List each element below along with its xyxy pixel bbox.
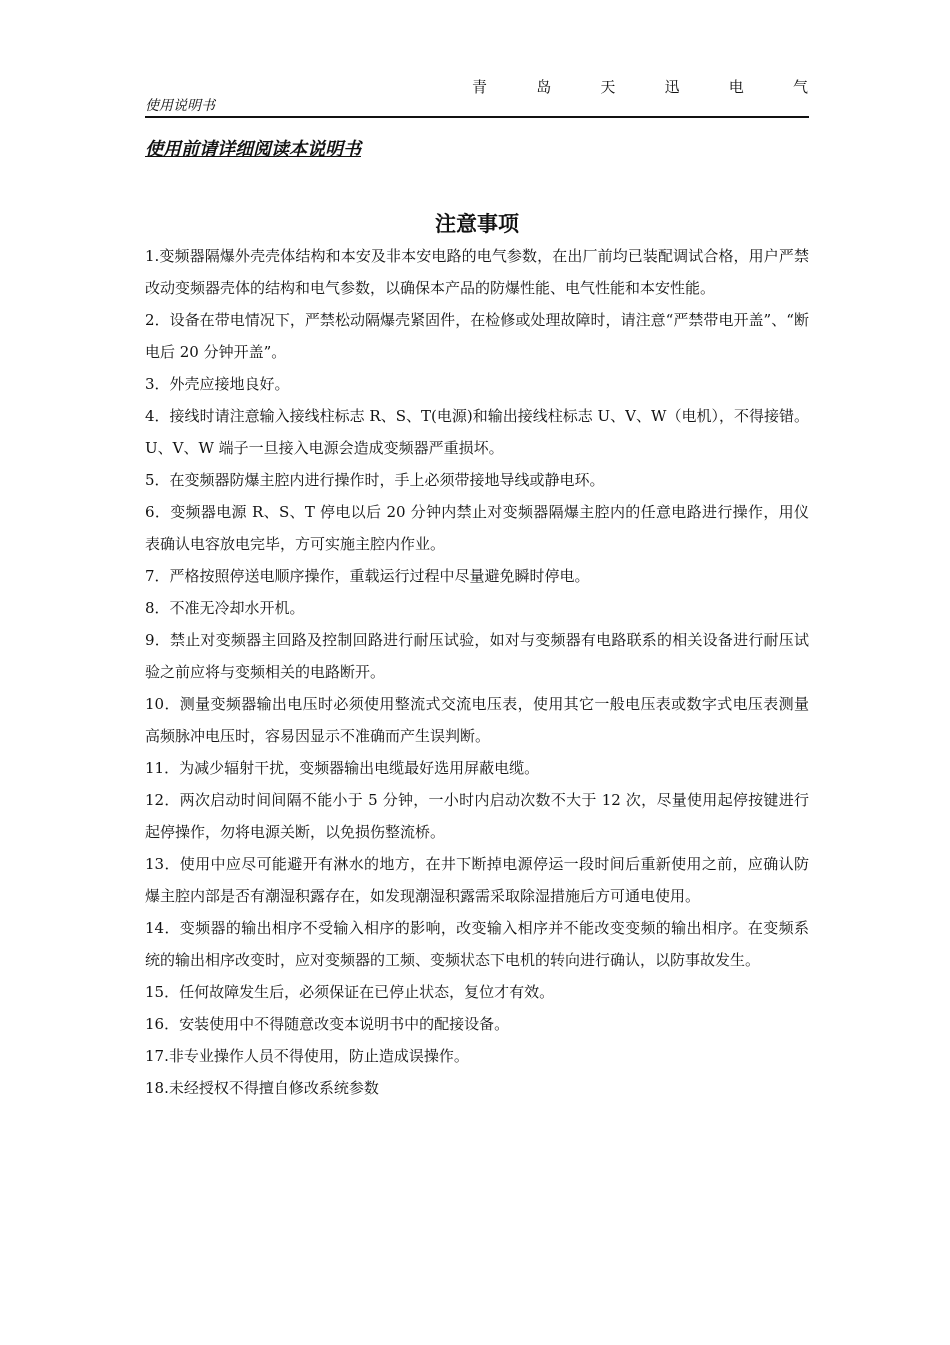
list-item: 9．禁止对变频器主回路及控制回路进行耐压试验，如对与变频器有电路联系的相关设备进行耐压试验之前应将与变频相关的电路断开。 xyxy=(145,631,809,681)
header-company-name xyxy=(472,76,808,97)
header-company-char: 天 xyxy=(600,78,616,96)
header-doc-label: 使用说明书 xyxy=(145,98,215,114)
list-item: 2．设备在带电情况下，严禁松动隔爆壳紧固件，在检修或处理故障时，请注意“严禁带电开盖”、“断电后 20 分钟开盖”。 xyxy=(145,311,809,361)
header-company-char: 气 xyxy=(792,78,808,96)
list-item: 6．变频器电源 R、S、T 停电以后 20 分钟内禁止对变频器隔爆主腔内的任意电路进行操作，用仪表确认电容放电完毕，方可实施主腔内作业。 xyxy=(145,503,809,553)
list-item: 1.变频器隔爆外壳壳体结构和本安及非本安电路的电气参数，在出厂前均已装配调试合格，用户严禁改动变频器壳体的结构和电气参数，以确保本产品的防爆性能、电气性能和本安性能。 xyxy=(145,247,809,297)
header-company-char: 岛 xyxy=(536,78,552,96)
list-item: 3．外壳应接地良好。 xyxy=(145,375,290,393)
read-before-use-notice: 使用前请详细阅读本说明书 xyxy=(145,139,361,160)
header-company-char: 电 xyxy=(728,78,744,96)
list-item: 4．接线时请注意输入接线柱标志 R、S、T(电源)和输出接线柱标志 U、V、W（电机），不得接错。U、V、W 端子一旦接入电源会造成变频器严重损坏。 xyxy=(145,407,809,457)
list-item: 12．两次启动时间间隔不能小于 5 分钟，一小时内启动次数不大于 12 次，尽量使用起停按键进行起停操作，勿将电源关断，以免损伤整流桥。 xyxy=(145,791,809,841)
header-company-char: 青 xyxy=(472,78,488,96)
list-item: 18.未经授权不得擅自修改系统参数 xyxy=(145,1079,379,1097)
page-title: 注意事项 xyxy=(435,211,519,236)
list-item: 11．为减少辐射干扰，变频器输出电缆最好选用屏蔽电缆。 xyxy=(145,759,540,777)
precautions-list xyxy=(145,240,809,1104)
list-item: 7．严格按照停送电顺序操作，重载运行过程中尽量避免瞬时停电。 xyxy=(145,567,590,585)
list-item: 5．在变频器防爆主腔内进行操作时，手上必须带接地导线或静电环。 xyxy=(145,471,605,489)
list-item: 16．安装使用中不得随意改变本说明书中的配接设备。 xyxy=(145,1015,510,1033)
list-item: 15．任何故障发生后，必须保证在已停止状态，复位才有效。 xyxy=(145,983,555,1001)
header-company-char: 迅 xyxy=(664,78,680,96)
list-item: 10．测量变频器输出电压时必须使用整流式交流电压表，使用其它一般电压表或数字式电压表测量高频脉冲电压时，容易因显示不准确而产生误判断。 xyxy=(145,695,809,745)
list-item: 14．变频器的输出相序不受输入相序的影响，改变输入相序并不能改变变频的输出相序。在变频系统的输出相序改变时，应对变频器的工频、变频状态下电机的转向进行确认，以防事故发生。 xyxy=(145,919,809,969)
list-item: 13．使用中应尽可能避开有淋水的地方，在井下断掉电源停运一段时间后重新使用之前，应确认防爆主腔内部是否有潮湿积露存在，如发现潮湿积露需采取除湿措施后方可通电使用。 xyxy=(145,855,809,905)
list-item: 8．不准无冷却水开机。 xyxy=(145,599,305,617)
header-divider xyxy=(145,116,809,118)
list-item: 17.非专业操作人员不得使用，防止造成误操作。 xyxy=(145,1047,469,1065)
